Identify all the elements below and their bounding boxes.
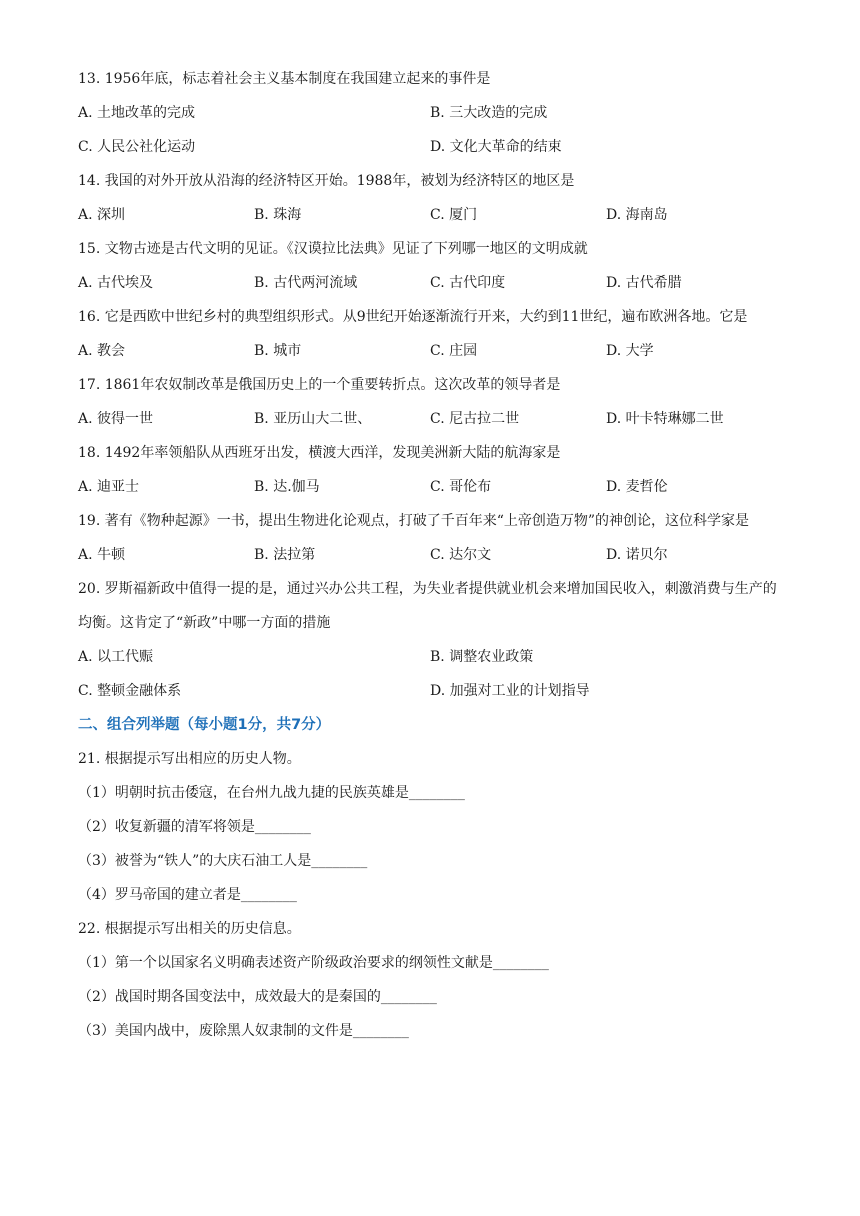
exam-page xyxy=(78,62,790,1048)
question-19-stem: 19. 著有《物种起源》一书，提出生物进化论观点，打破了千百年来“上帝创造万物”的神创论，这位科学家是 xyxy=(78,513,750,529)
question-16-options xyxy=(78,334,790,368)
question-14-options xyxy=(78,198,790,232)
question-15-stem: 15. 文物古迹是古代文明的见证。《汉谟拉比法典》见证了下列哪一地区的文明成就 xyxy=(78,241,588,257)
question-19-option-b[interactable]: B. 法拉第 xyxy=(254,547,316,563)
question-15-option-a[interactable]: A. 古代埃及 xyxy=(78,275,154,291)
question-20-options-row2 xyxy=(78,674,790,708)
question-19-option-a[interactable]: A. 牛顿 xyxy=(78,547,126,563)
question-14-option-b[interactable]: B. 珠海 xyxy=(254,207,302,223)
question-19-option-c[interactable]: C. 达尔文 xyxy=(430,547,492,563)
question-18-option-d[interactable]: D. 麦哲伦 xyxy=(606,479,668,495)
question-17-options xyxy=(78,402,790,436)
question-17-option-d[interactable]: D. 叶卡特琳娜二世 xyxy=(606,411,724,427)
question-22-item-3[interactable]: （3）美国内战中，废除黑人奴隶制的文件是________ xyxy=(78,1023,409,1039)
question-17-stem: 17. 1861年农奴制改革是俄国历史上的一个重要转折点。这次改革的领导者是 xyxy=(78,377,561,393)
question-13-stem: 13. 1956年底，标志着社会主义基本制度在我国建立起来的事件是 xyxy=(78,71,491,87)
question-13-option-c[interactable]: C. 人民公社化运动 xyxy=(78,139,196,155)
question-20-option-a[interactable]: A. 以工代赈 xyxy=(78,649,154,665)
question-21-item-4[interactable]: （4）罗马帝国的建立者是________ xyxy=(78,887,297,903)
question-14-option-a[interactable]: A. 深圳 xyxy=(78,207,126,223)
question-13-option-a[interactable]: A. 土地改革的完成 xyxy=(78,105,196,121)
question-13-options-row1 xyxy=(78,96,790,130)
question-13-option-b[interactable]: B. 三大改造的完成 xyxy=(430,105,548,121)
question-22-stem: 22. 根据提示写出相关的历史信息。 xyxy=(78,921,301,937)
question-18-options xyxy=(78,470,790,504)
question-16-option-d[interactable]: D. 大学 xyxy=(606,343,654,359)
question-19-option-d[interactable]: D. 诺贝尔 xyxy=(606,547,668,563)
question-14-stem: 14. 我国的对外开放从沿海的经济特区开始。1988年，被划为经济特区的地区是 xyxy=(78,173,575,189)
question-19-options xyxy=(78,538,790,572)
question-16-option-c[interactable]: C. 庄园 xyxy=(430,343,478,359)
question-18-option-a[interactable]: A. 迪亚士 xyxy=(78,479,140,495)
section-title: 二、组合列举题（每小题1分，共7分） xyxy=(78,717,331,733)
question-15-options xyxy=(78,266,790,300)
question-16-stem: 16. 它是西欧中世纪乡村的典型组织形式。从9世纪开始逐渐流行开来，大约到11世纪，遍布欧洲各地。它是 xyxy=(78,309,748,325)
question-16-option-b[interactable]: B. 城市 xyxy=(254,343,302,359)
question-21-item-3[interactable]: （3）被誉为“铁人”的大庆石油工人是________ xyxy=(78,853,368,869)
question-15-option-d[interactable]: D. 古代希腊 xyxy=(606,275,682,291)
question-20-option-d[interactable]: D. 加强对工业的计划指导 xyxy=(430,683,590,699)
question-20-options-row1 xyxy=(78,640,790,674)
question-21-item-1[interactable]: （1）明朝时抗击倭寇，在台州九战九捷的民族英雄是________ xyxy=(78,785,465,801)
question-15-option-c[interactable]: C. 古代印度 xyxy=(430,275,506,291)
question-20-option-c[interactable]: C. 整顿金融体系 xyxy=(78,683,182,699)
question-18-stem: 18. 1492年率领船队从西班牙出发，横渡大西洋，发现美洲新大陆的航海家是 xyxy=(78,445,561,461)
question-22-item-1[interactable]: （1）第一个以国家名义明确表述资产阶级政治要求的纲领性文献是________ xyxy=(78,955,549,971)
question-20-stem: 20. 罗斯福新政中值得一提的是，通过兴办公共工程，为失业者提供就业机会来增加国民收入，刺激消费与生产的均衡。这肯定了“新政”中哪一方面的措施 xyxy=(78,581,777,631)
question-18-option-b[interactable]: B. 达.伽马 xyxy=(254,479,320,495)
question-15-option-b[interactable]: B. 古代两河流域 xyxy=(254,275,358,291)
question-13-option-d[interactable]: D. 文化大革命的结束 xyxy=(430,139,562,155)
question-16-option-a[interactable]: A. 教会 xyxy=(78,343,126,359)
question-22-item-2[interactable]: （2）战国时期各国变法中，成效最大的是秦国的________ xyxy=(78,989,437,1005)
question-18-option-c[interactable]: C. 哥伦布 xyxy=(430,479,492,495)
question-20-option-b[interactable]: B. 调整农业政策 xyxy=(430,649,534,665)
question-21-item-2[interactable]: （2）收复新疆的清军将领是________ xyxy=(78,819,311,835)
question-17-option-c[interactable]: C. 尼古拉二世 xyxy=(430,411,520,427)
question-14-option-d[interactable]: D. 海南岛 xyxy=(606,207,668,223)
question-17-option-a[interactable]: A. 彼得一世 xyxy=(78,411,154,427)
question-21-stem: 21. 根据提示写出相应的历史人物。 xyxy=(78,751,301,767)
question-13-options-row2 xyxy=(78,130,790,164)
question-17-option-b[interactable]: B. 亚历山大二世、 xyxy=(254,411,372,427)
question-14-option-c[interactable]: C. 厦门 xyxy=(430,207,478,223)
